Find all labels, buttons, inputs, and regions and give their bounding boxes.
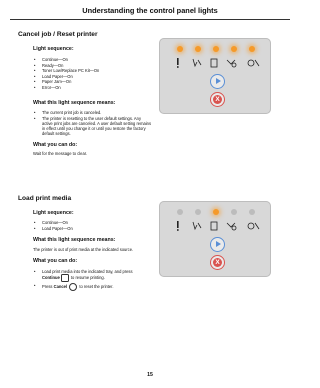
light-sequence-heading: Light sequence: xyxy=(33,46,74,52)
light-sequence-list xyxy=(33,57,151,91)
section-title-load-media: Load print media xyxy=(18,195,72,202)
page-header-title: Understanding the control panel lights xyxy=(82,6,218,15)
list-item: • Continue—On xyxy=(34,220,68,225)
list-item: • Ready—On xyxy=(34,62,64,68)
continue-label: Continue xyxy=(42,275,60,281)
list-item: • Load Paper—On xyxy=(34,225,73,231)
cancel-button[interactable]: X xyxy=(210,255,225,270)
panel-icons xyxy=(173,57,263,69)
light-sequence-heading: Light sequence: xyxy=(33,210,74,216)
cancel-icon xyxy=(69,283,77,291)
toner-icon xyxy=(227,60,236,67)
panel-icons xyxy=(173,220,263,232)
list-item: • Paper Jam—On xyxy=(34,79,72,85)
toner-icon xyxy=(227,223,236,230)
toner-led xyxy=(231,209,237,215)
header-divider xyxy=(10,19,290,20)
error-led xyxy=(177,46,183,52)
meaning-heading: What this light sequence means: xyxy=(33,237,116,243)
continue-button[interactable] xyxy=(210,237,225,252)
todo-heading: What you can do: xyxy=(33,258,78,264)
section-title-cancel-job: Cancel job / Reset printer xyxy=(18,31,98,38)
continue-button[interactable] xyxy=(210,74,225,89)
page-number: 15 xyxy=(147,372,153,378)
error-icon xyxy=(177,58,179,68)
list-item: • The current print job is canceled. xyxy=(34,110,102,115)
meaning-list xyxy=(33,110,151,137)
ready-icon xyxy=(248,223,259,229)
todo-text: Wait for the message to clear. xyxy=(33,151,87,156)
error-icon xyxy=(177,221,179,231)
list-item: • Error—On xyxy=(34,84,61,90)
list-item: • Press Cancel to reset the printer. xyxy=(34,282,114,289)
cancel-label: Cancel xyxy=(53,283,68,289)
todo-list xyxy=(33,269,151,291)
paper-jam-icon xyxy=(193,59,201,66)
load-paper-icon xyxy=(211,59,217,67)
list-item: • The printer is resetting to the user default settings. Any active print jobs are canceled. A user default setting remains in effect until you change it or until you restore the factory default settings. xyxy=(34,115,151,137)
cancel-button[interactable]: X xyxy=(210,92,225,107)
meaning-text: The printer is out of print media at the indicated source. xyxy=(33,247,134,252)
load-paper-led xyxy=(213,209,219,215)
todo-heading: What you can do: xyxy=(33,142,78,148)
list-item: • Load print media into the indicated tray, and press Continue to resume printing. xyxy=(34,269,133,281)
load-paper-icon xyxy=(211,222,217,230)
ready-icon xyxy=(248,60,259,66)
error-led xyxy=(177,209,183,215)
continue-icon xyxy=(61,274,69,282)
control-panel-illustration xyxy=(159,38,271,114)
ready-led xyxy=(249,209,255,215)
control-panel-illustration xyxy=(159,201,271,277)
paper-jam-icon xyxy=(193,222,201,229)
list-item: • Continue—On xyxy=(34,57,68,62)
meaning-heading: What this light sequence means: xyxy=(33,100,116,106)
list-item: • Toner Low/Replace PC Kit—On xyxy=(34,68,100,74)
paper-jam-led xyxy=(195,46,201,52)
light-sequence-list xyxy=(33,220,151,231)
ready-led xyxy=(249,46,255,52)
toner-led xyxy=(231,46,237,52)
load-paper-led xyxy=(213,46,219,52)
list-item: • Load Paper—On xyxy=(34,73,73,79)
paper-jam-led xyxy=(195,209,201,215)
